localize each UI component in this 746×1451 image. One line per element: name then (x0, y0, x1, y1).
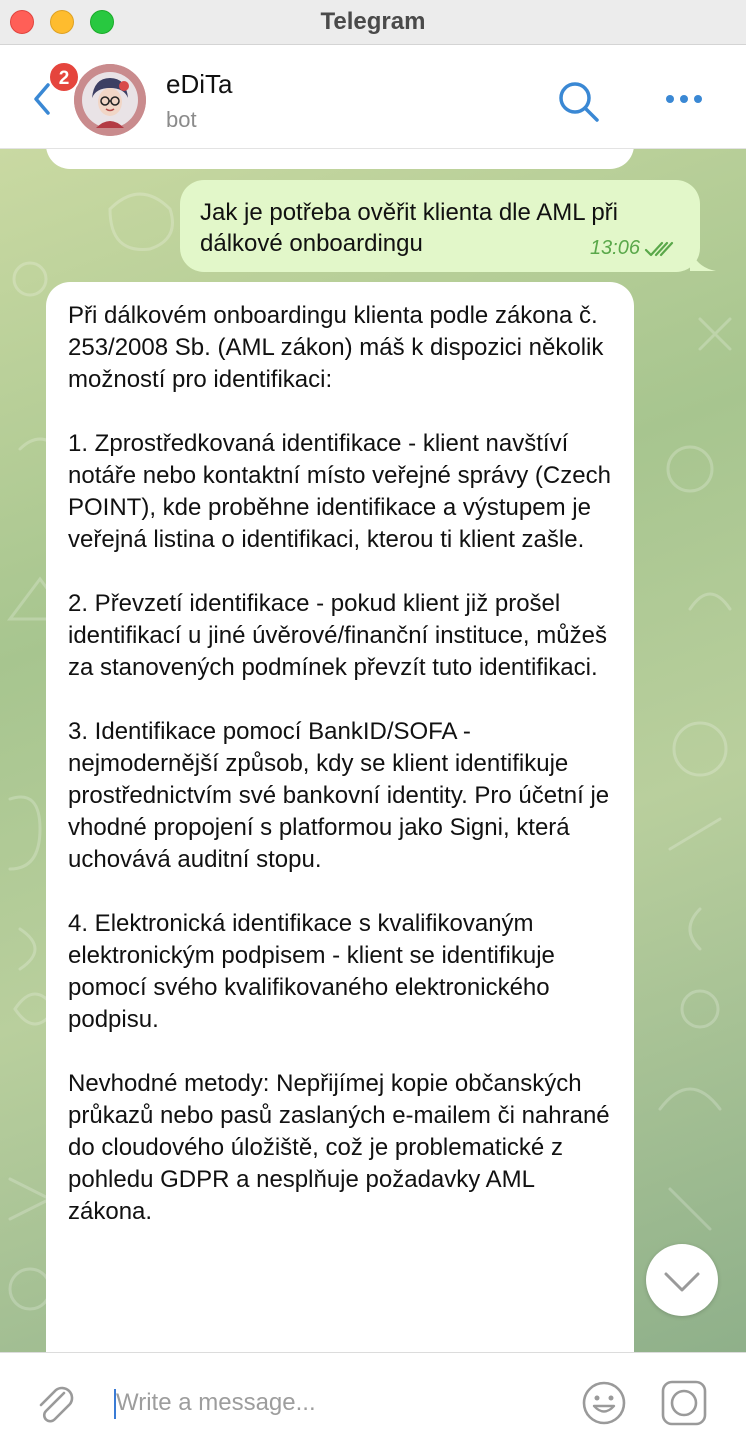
attach-button[interactable] (30, 1379, 78, 1427)
chat-title[interactable]: eDiTa (166, 69, 233, 99)
incoming-message[interactable] (46, 282, 634, 1352)
outgoing-message-text: Jak je potřeba ověřit klienta dle AML při dálkové onboardingu (200, 199, 618, 257)
outgoing-message[interactable] (180, 180, 700, 272)
scroll-to-bottom-button[interactable] (646, 1244, 718, 1316)
emoji-icon (580, 1379, 628, 1427)
avatar[interactable] (74, 64, 146, 136)
chevron-down-icon (646, 1244, 718, 1316)
emoji-button[interactable] (580, 1379, 628, 1427)
message-paragraph: 2. Převzetí identifikace - pokud klient již prošel identifikací u jiné úvěrové/finanční instituce, můžeš za stanovených podmínek převzít tuto identifikaci. (68, 590, 607, 681)
video-message-button[interactable] (660, 1379, 708, 1427)
search-icon (556, 79, 602, 125)
bot-avatar-illustration (74, 64, 146, 136)
paperclip-icon (30, 1379, 78, 1427)
read-receipt-icon (644, 240, 676, 258)
chat-subtitle: bot (166, 107, 197, 132)
unread-badge: 2 (48, 61, 80, 93)
message-paragraph: 1. Zprostředkovaná identifikace - klient navštíví notáře nebo kontaktní místo veřejné správy (Czech POINT), kde proběhne identifikace a výstupem je veřejná listina o identifikaci, kterou ti klient zašle. (68, 430, 611, 553)
video-message-icon (660, 1379, 708, 1427)
message-paragraph: Při dálkovém onboardingu klienta podle zákona č. 253/2008 Sb. (AML zákon) máš k dispozici několik možností pro identifikaci: (68, 302, 604, 393)
message-composer (0, 1352, 746, 1451)
window-titlebar (0, 0, 746, 45)
more-button[interactable] (662, 89, 706, 109)
message-time: 13:06 (589, 237, 640, 259)
message-paragraph: Nevhodné metody: Nepřijímej kopie občanských průkazů nebo pasů zaslaných e-mailem či nahrané do cloudového úložiště, což je problematické z pohledu GDPR a nesplňuje požadavky AML zákona. (68, 1070, 610, 1225)
chat-header (0, 45, 746, 149)
search-button[interactable] (556, 79, 602, 125)
message-input[interactable] (116, 1385, 556, 1421)
message-paragraph: 3. Identifikace pomocí BankID/SOFA - nejmodernější způsob, kdy se klient identifikuje prostřednictvím své bankovní identity. Pro účetní je vhodné propojení s platformou jako Signi, která uchovává auditní stopu. (68, 718, 610, 873)
outgoing-bubble-tail (690, 245, 716, 271)
message-paragraph: 4. Elektronická identifikace s kvalifikovaným elektronickým podpisem - klient se identifikuje pomocí svého kvalifikovaného elektronického podpisu. (68, 910, 555, 1033)
window-title: Telegram (320, 8, 426, 35)
chat-history[interactable] (0, 149, 746, 1352)
message-meta (590, 237, 676, 260)
more-icon (662, 89, 706, 109)
previous-message-bubble (46, 149, 634, 169)
